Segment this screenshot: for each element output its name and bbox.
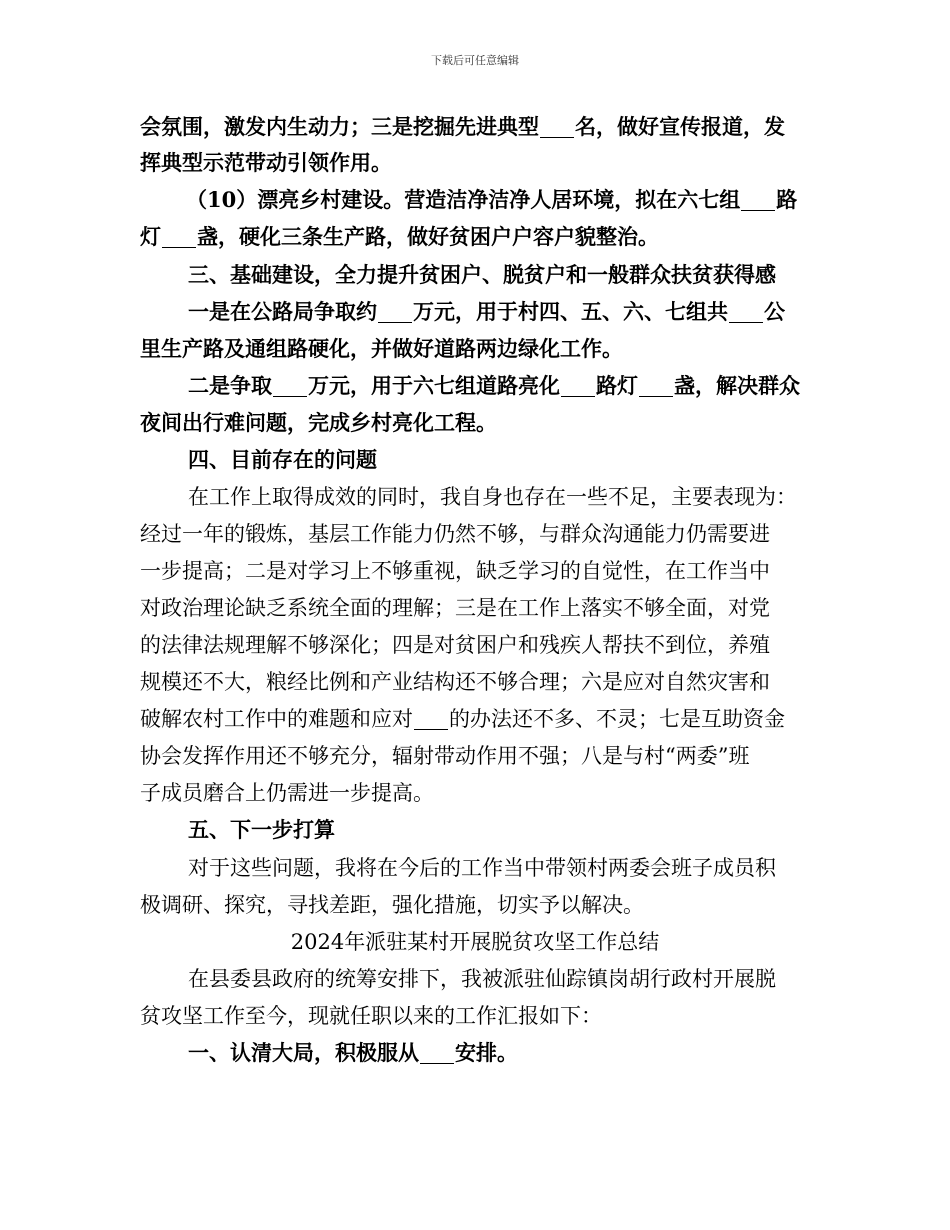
text-line: 一是在公路局争取约 万元，用于村四、五、六、七组共 公 <box>188 299 785 324</box>
fill-blank <box>420 1043 454 1064</box>
fill-blank <box>162 227 196 248</box>
text-line: 挥典型示范带动引领作用。 <box>140 150 392 175</box>
text-line: 里生产路及通组路硬化，并做好道路两边绿化工作。 <box>140 336 623 361</box>
text-line: 在县委县政府的统筹安排下，我被派驻仙踪镇岗胡行政村开展脱 <box>188 967 776 991</box>
text-line: 贫攻坚工作至今，现就任职以来的工作汇报如下： <box>140 1004 602 1028</box>
header-note: 下载后可任意编辑 <box>431 54 519 67</box>
fill-blank <box>561 376 595 397</box>
fill-blank <box>540 117 574 138</box>
fill-blank <box>729 302 763 323</box>
text-line: （10）漂亮乡村建设。营造洁净洁净人居环境，拟在六七组 路 <box>186 187 798 212</box>
text-line: 的法律法规理解不够深化；四是对贫困户和残疾人帮扶不到位，养殖 <box>140 633 770 657</box>
section-heading: 四、目前存在的问题 <box>188 447 377 472</box>
section-heading: 一、认清大局，积极服从 安排。 <box>188 1040 518 1065</box>
text-line: 极调研、探究，寻找差距，强化措施，切实予以解决。 <box>140 893 644 917</box>
fill-blank <box>273 376 307 397</box>
text-line: 会氛围，激发内生动力；三是挖掘先进典型 名，做好宣传报道，发 <box>140 114 785 139</box>
fill-blank <box>414 709 448 730</box>
text-line: 在工作上取得成效的同时，我自身也存在一些不足，主要表现为： <box>188 485 797 509</box>
document-title: 2024年派驻某村开展脱贫攻坚工作总结 <box>290 930 660 954</box>
text-line: 协会发挥作用还不够充分，辐射带动作用不强；八是与村“两委”班 <box>140 744 750 768</box>
fill-blank <box>639 376 673 397</box>
text-line: 破解农村工作中的难题和应对 的办法还不多、不灵；七是互助资金 <box>140 707 785 731</box>
text-line: 二是争取 万元，用于六七组道路亮化 路灯 盏，解决群众 <box>188 373 800 398</box>
text-line: 规模还不大，粮经比例和产业结构还不够合理；六是应对自然灾害和 <box>140 670 770 694</box>
section-heading: 三、基础建设，全力提升贫困户、脱贫户和一般群众扶贫获得感 <box>188 262 776 287</box>
text-line: 一步提高；二是对学习上不够重视，缺乏学习的自觉性，在工作当中 <box>140 559 770 583</box>
text-line: 经过一年的锻炼，基层工作能力仍然不够，与群众沟通能力仍需要进 <box>140 522 770 546</box>
text-line: 对政治理论缺乏系统全面的理解；三是在工作上落实不够全面，对党 <box>140 596 770 620</box>
text-line: 夜间出行难问题，完成乡村亮化工程。 <box>140 410 497 435</box>
text-line: 对于这些问题，我将在今后的工作当中带领村两委会班子成员积 <box>188 856 776 880</box>
text-line: 灯 盏，硬化三条生产路，做好贫困户户容户貌整治。 <box>140 224 659 249</box>
fill-blank <box>378 302 412 323</box>
fill-blank <box>741 190 775 211</box>
text-line: 子成员磨合上仍需进一步提高。 <box>140 781 434 805</box>
section-heading: 五、下一步打算 <box>188 817 335 842</box>
